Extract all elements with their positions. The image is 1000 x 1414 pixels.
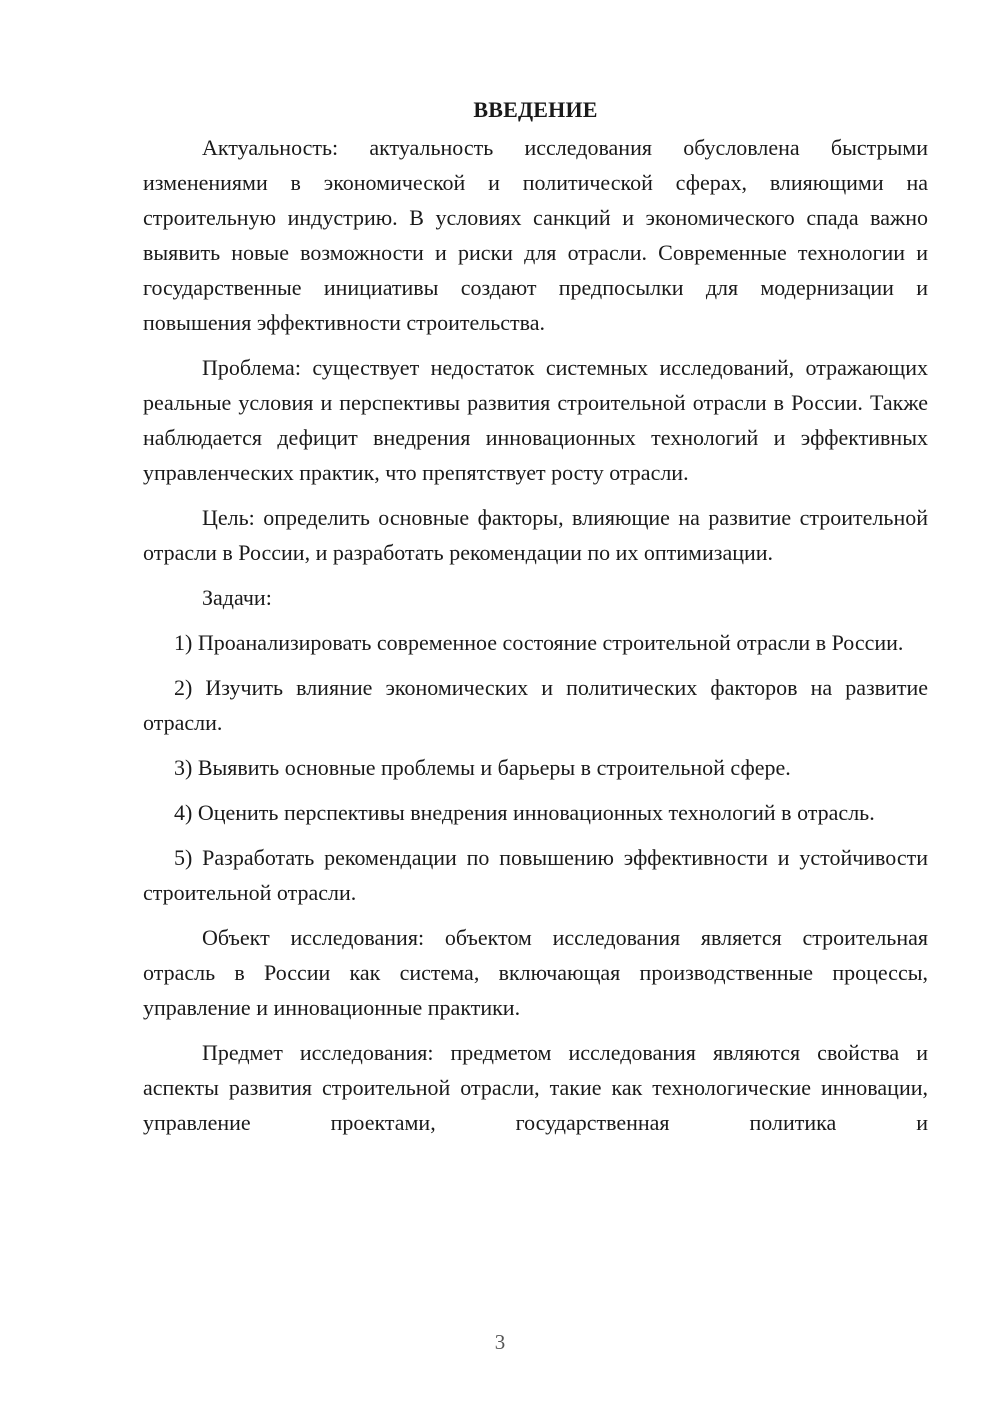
paragraph-object: Объект исследования: объектом исследования является строительная отрасль в России как система, включающая производственные процессы, управление и инновационные практики. — [143, 925, 928, 1020]
paragraph-relevance: Актуальность: актуальность исследования обусловлена быстрыми изменениями в экономической и политической сферах, влияющими на строительную индустрию. В условиях санкций и экономического спада важно выявить новые возможности и риски для отрасли. Современные технологии и государственные инициативы создают предпосылки для модернизации и повышения эффективности строительства. — [143, 135, 928, 335]
tasks-heading: Задачи: — [202, 585, 272, 610]
task-item-5: 5) Разработать рекомендации по повышению эффективности и устойчивости строительной отрасли. — [143, 845, 928, 905]
page-number: 3 — [494, 1330, 506, 1354]
task-item-2: 2) Изучить влияние экономических и политических факторов на развитие отрасли. — [143, 675, 928, 735]
document-page — [143, 95, 928, 1150]
paragraph-problem: Проблема: существует недостаток системных исследований, отражающих реальные условия и перспективы развития строительной отрасли в России. Также наблюдается дефицит внедрения инновационных технологий и эффективных управленческих практик, что препятствует росту отрасли. — [143, 355, 928, 485]
paragraph-subject: Предмет исследования: предметом исследования являются свойства и аспекты развития строительной отрасли, такие как технологические инновации, управление проектами, государственная политика и — [143, 1040, 928, 1135]
paragraph-goal: Цель: определить основные факторы, влияющие на развитие строительной отрасли в России, и разработать рекомендации по их оптимизации. — [143, 505, 928, 565]
section-title: ВВЕДЕНИЕ — [473, 97, 598, 122]
task-item-3: 3) Выявить основные проблемы и барьеры в строительной сфере. — [174, 755, 791, 780]
task-item-1: 1) Проанализировать современное состояние строительной отрасли в России. — [174, 630, 904, 655]
task-item-4: 4) Оценить перспективы внедрения инновационных технологий в отрасль. — [174, 800, 875, 825]
